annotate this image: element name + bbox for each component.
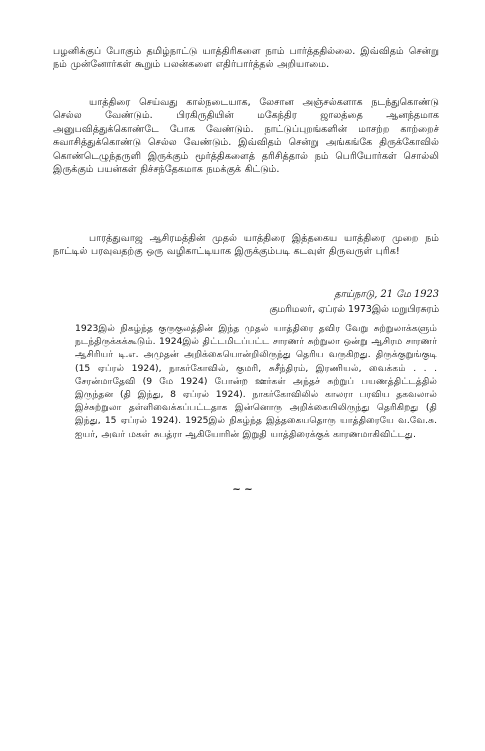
source-citation: தாய்நாடு, 21 மே 1923 — [334, 289, 439, 300]
paragraph-2: யாத்திரை செய்வது கால்நடையாக, லேசான அஞ்சல்களாக நடந்துகொண்டு செல்ல வேண்டும். பிரகிருதியின் மகேந்திர ஜாலத்தை ஆனந்தமாக அனுபவித்துக்கொண்டே போக வேண்டும். நாட்டுப்புறங்களின் மாசற்ற காற்றைச் சுவாசித்துக்கொண்டு செல்ல வேண்டும். இவ்விதம் சென்று அங்கங்கே திருக்கோவில் கொண்டெழுந்தருளி இருக்கும் மூர்த்திகளைத் தரிசித்தால் நம் பெரியோர்கள் சொல்லி இருக்கும் பயன்கள் நிச்சந்தேகமாக நமக்குக் கிட்டும். — [53, 97, 439, 176]
reprint-citation: குமரிமலர், ஏப்ரல் 1973இல் மறுபிரசுரம் — [269, 304, 439, 315]
paragraph-3: பாரத்துவாஜ ஆசிரமத்தின் முதல் யாத்திரை இத்தகைய யாத்திரை முறை நம் நாட்டில் பரவுவதற்கு ஒரு வழிகாட்டியாக இருக்கும்படி கடவுள் திருவருள் புரிக! — [53, 233, 439, 258]
paragraph-1: பழனிக்குப் போகும் தமிழ்நாட்டு யாத்திரிகளை நாம் பார்த்ததில்லை. இவ்விதம் சென்று நம் முன்னோர்கள் கூறும் பலன்களை எதிர்பார்த்தல் அறியாமை. — [53, 46, 439, 71]
editorial-note: 1923இல் நிகழ்ந்த குருகுலத்தின் இந்த முதல் யாத்திரை தவிர வேறு சுற்றுலாக்களும் நடந்திருக்கக்கூடும். 1924இல் திட்டமிடப்பட்ட சாரணர் சுற்றுலா ஒன்று ஆசிரம சாரணர் ஆசிரியர் டி.எ. அமுதன் அறிக்கையொன்றிலிருந்து தெரிய வருகிறது. திருக்குறுங்குடி (15 ஏப்ரல் 1924), நாகர்கோவில், குமரி, சுசீந்திரம், இரணியல், வைக்கம் . . . சேரன்மாதேவி (9 மே 1924) போன்ற ஊர்கள் அந்தச் சுற்றுப் பயணத்திட்டத்தில் இருந்தன (தி இந்து, 8 ஏப்ரல் 1924). நாகர்கோவிலில் காலரா பரவிய தகவலால் இச்சுற்றுலா தள்ளிவைக்கப்பட்டதாக இன்னொரு அறிக்கையிலிருந்து தெரிகிறது (தி இந்து, 15 ஏப்ரல் 1924). 1925இல் நிகழ்ந்த இத்தகையதொரு யாத்திரையே வ.வே.சு. ஐயர், அவர் மகள் சுபத்ரா ஆகியோரின் இறுதி யாத்திரைக்குக் காரணமாகிவிட்டது. — [75, 323, 437, 440]
section-separator: ~ ~ — [232, 484, 253, 495]
